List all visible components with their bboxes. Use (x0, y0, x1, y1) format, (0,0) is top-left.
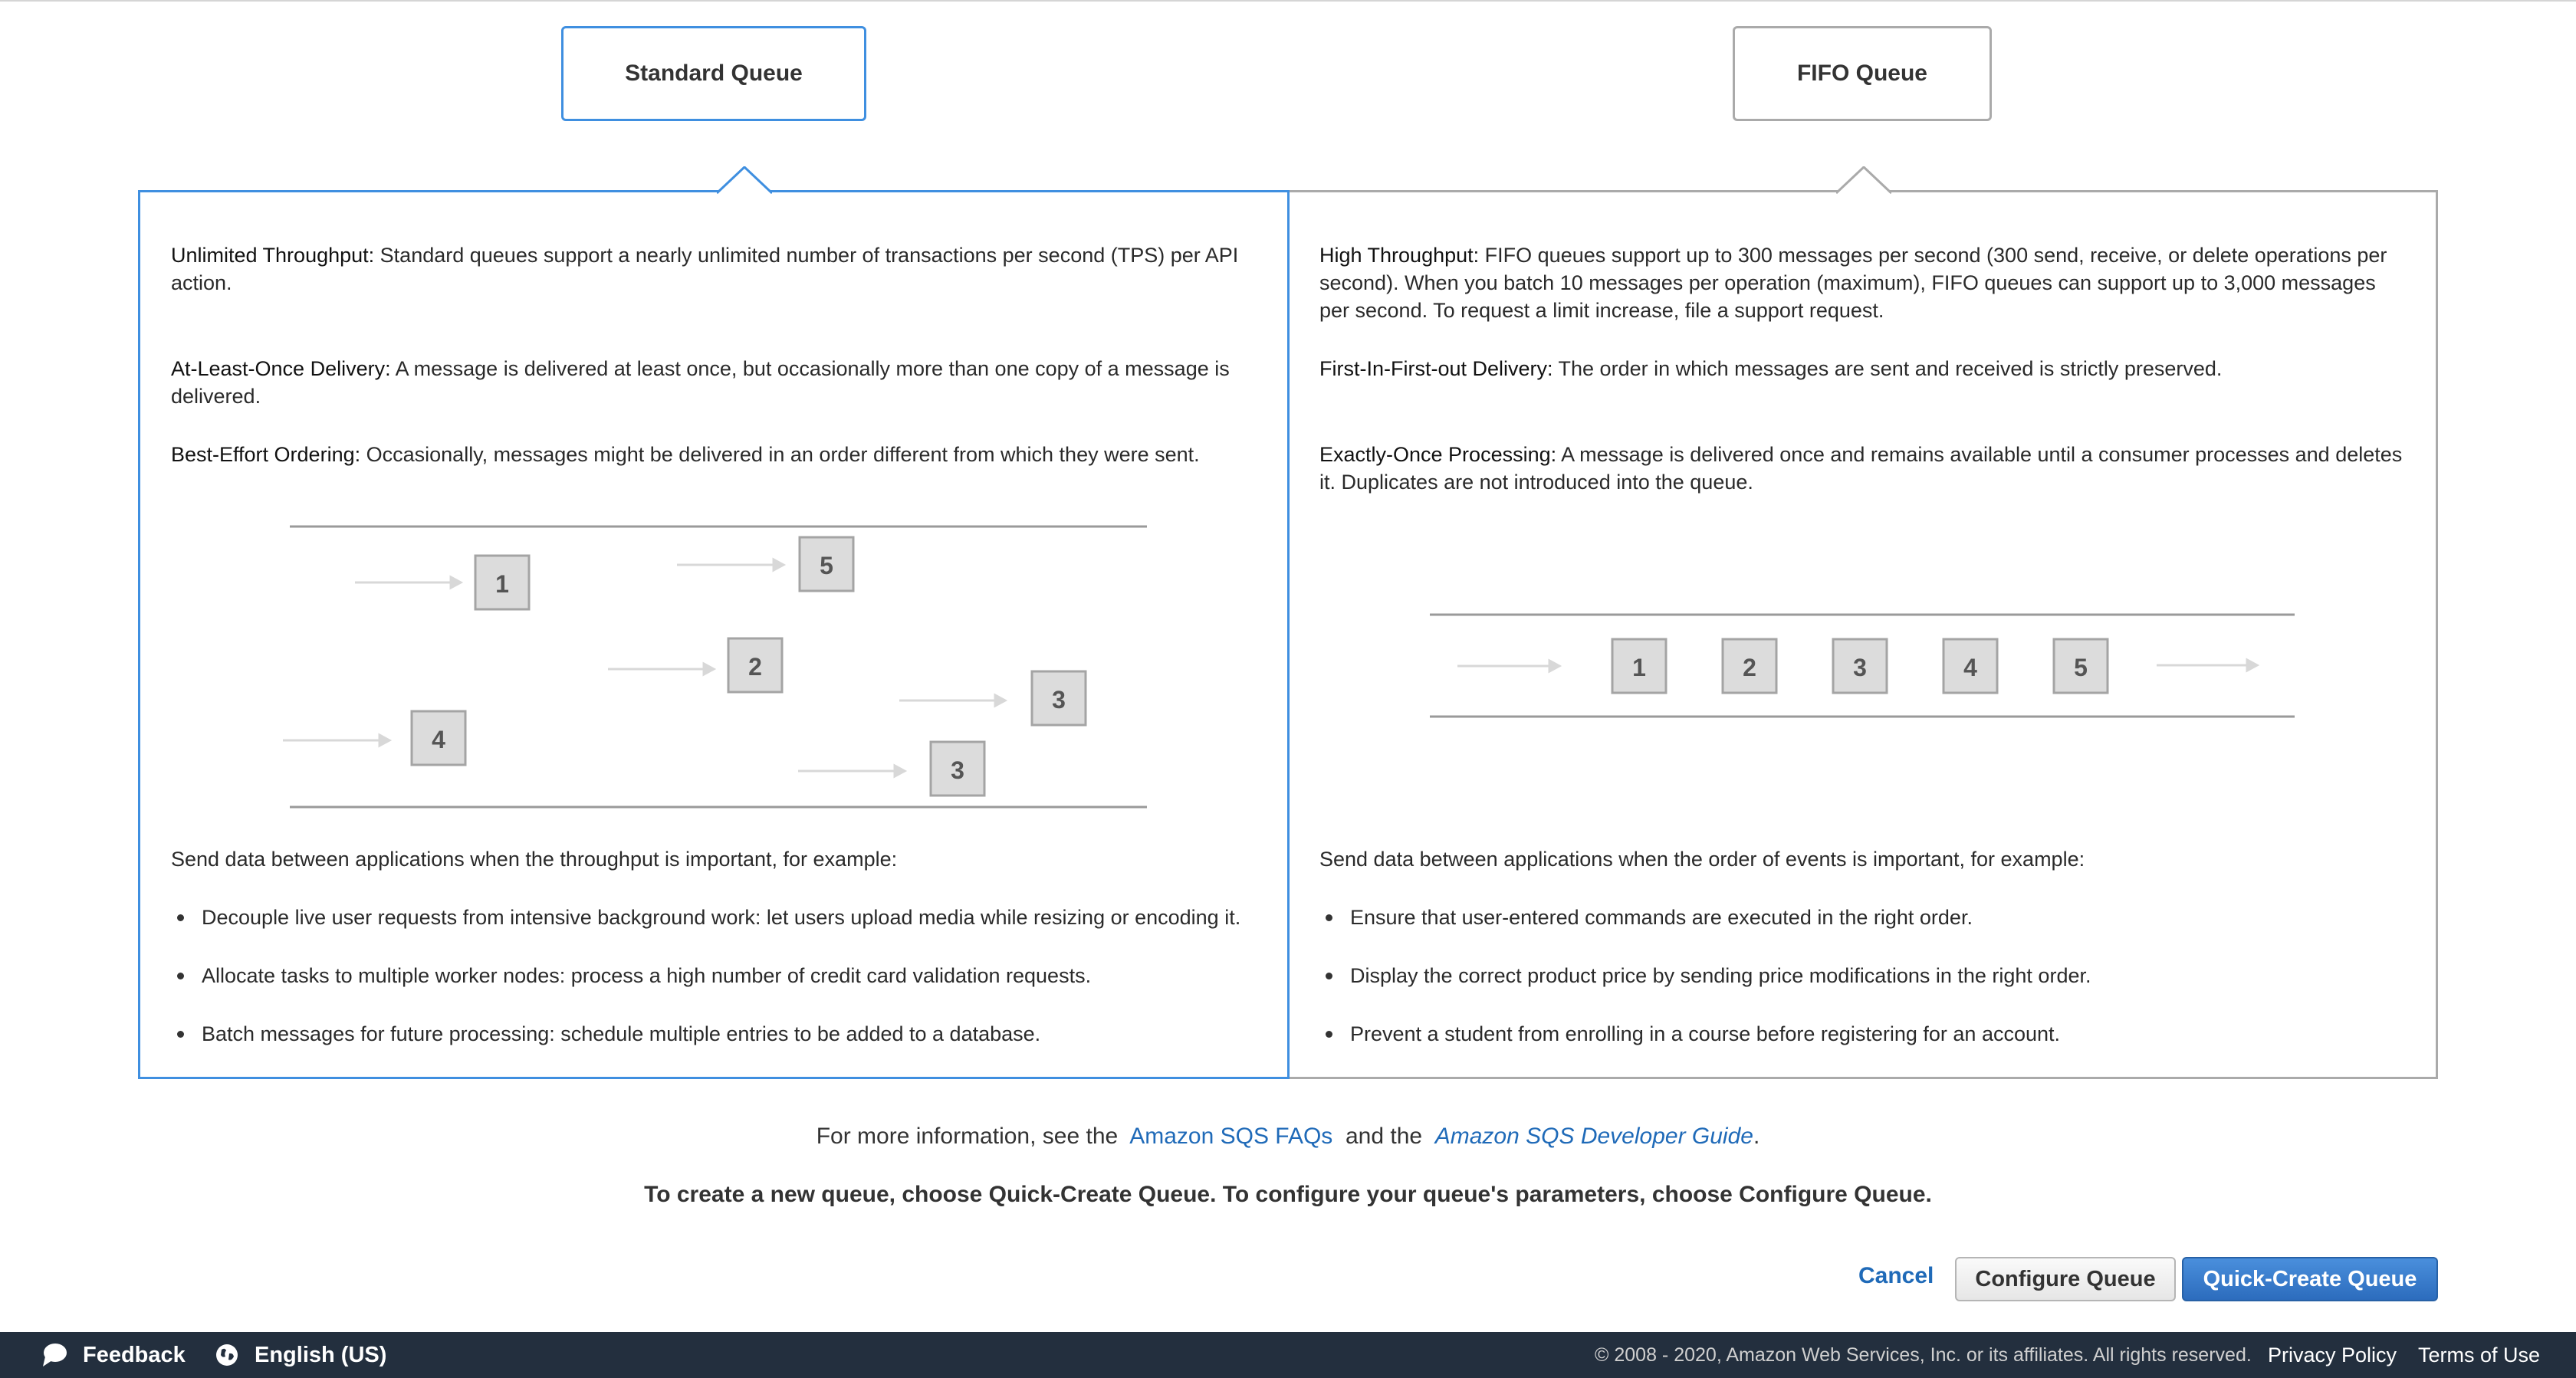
fifo-queue-panel (1286, 190, 2438, 1079)
cancel-button[interactable]: Cancel (1858, 1263, 1934, 1288)
sqs-developer-guide-link[interactable]: Amazon SQS Developer Guide (1434, 1124, 1753, 1149)
message-box (728, 638, 782, 692)
list-item: Ensure that user-entered commands are executed in the right order. (1319, 904, 2405, 962)
message-label: 2 (1743, 654, 1756, 681)
info-middle: and the (1345, 1124, 1423, 1149)
info-prefix: For more information, see the (816, 1124, 1119, 1149)
feature-text: A message is delivered at least once, but occasionally more than one copy of a message is delivered. (171, 357, 1230, 408)
message-box (1612, 639, 1666, 693)
message-box (800, 537, 853, 591)
standard-use-case-list (171, 904, 1257, 1078)
console-footer (0, 1332, 2576, 1378)
feature-title: Best-Effort Ordering: (171, 443, 361, 466)
info-suffix: . (1753, 1124, 1760, 1149)
message-box (2054, 639, 2108, 693)
feedback-label: Feedback (83, 1342, 186, 1367)
standard-queue-panel (138, 190, 1290, 1079)
list-item: Prevent a student from enrolling in a course before registering for an account. (1319, 1020, 2405, 1078)
message-label: 1 (495, 570, 509, 598)
list-item: Display the correct product price by sending price modifications in the right order. (1319, 962, 2405, 1020)
message-label: 4 (1963, 654, 1977, 681)
more-info-line (0, 1124, 2576, 1150)
feature-text: Occasionally, messages might be delivered in an order different from which they were sent. (366, 443, 1200, 466)
selected-tab-pointer (717, 166, 772, 195)
standard-use-case-intro: Send data between applications when the throughput is important, for example: (171, 848, 898, 871)
arrow-icon (899, 695, 1005, 706)
message-label: 3 (1052, 686, 1066, 714)
fifo-use-case-intro: Send data between applications when the order of events is important, for example: (1319, 848, 2085, 871)
message-box (1944, 639, 1997, 693)
speech-bubble-icon (41, 1343, 67, 1367)
configure-queue-button[interactable]: Configure Queue (1955, 1257, 2176, 1301)
arrow-icon (798, 766, 905, 776)
feature-text: Standard queues support a nearly unlimited number of transactions per second (TPS) per API action. (171, 244, 1239, 294)
message-label: 5 (2074, 654, 2088, 681)
feature-title: At-Least-Once Delivery: (171, 357, 391, 380)
feature-text: The order in which messages are sent and received is strictly preserved. (1558, 357, 2223, 380)
arrow-icon (677, 559, 784, 570)
quick-create-queue-button[interactable]: Quick-Create Queue (2182, 1257, 2438, 1301)
tab-fifo-queue[interactable]: FIFO Queue (1733, 26, 1992, 121)
arrow-icon (608, 664, 714, 674)
create-queue-instruction: To create a new queue, choose Quick-Create Queue. To configure your queue's parameters, choose Configure Queue. (644, 1182, 1932, 1207)
language-selector[interactable] (215, 1332, 386, 1378)
arrow-icon (355, 577, 461, 588)
message-box (1723, 639, 1776, 693)
arrow-icon (1457, 661, 1559, 671)
message-box (931, 742, 984, 796)
message-label: 3 (951, 756, 964, 784)
feature-title: Exactly-Once Processing: (1319, 443, 1557, 466)
message-label: 5 (820, 552, 833, 579)
feature-title: High Throughput: (1319, 244, 1480, 267)
arrow-icon (283, 735, 389, 746)
tab-standard-queue[interactable]: Standard Queue (561, 26, 866, 121)
message-label: 4 (432, 726, 445, 753)
privacy-policy-link[interactable]: Privacy Policy (2268, 1343, 2397, 1367)
message-box (412, 711, 465, 765)
message-label: 3 (1853, 654, 1867, 681)
language-label: English (US) (255, 1342, 387, 1367)
terms-of-use-link[interactable]: Terms of Use (2418, 1343, 2541, 1367)
message-label: 2 (748, 653, 762, 681)
tab-pointer (1836, 166, 1891, 195)
feature-title: Unlimited Throughput: (171, 244, 375, 267)
message-label: 1 (1632, 654, 1646, 681)
sqs-faqs-link[interactable]: Amazon SQS FAQs (1129, 1124, 1333, 1149)
message-box (1833, 639, 1887, 693)
list-item: Allocate tasks to multiple worker nodes: process a high number of credit card validation requests. (171, 962, 1257, 1020)
feedback-button[interactable] (41, 1332, 186, 1378)
feature-title: First-In-First-out Delivery: (1319, 357, 1553, 380)
top-divider (0, 0, 2576, 2)
globe-icon (215, 1343, 239, 1367)
feature-text: A message is delivered once and remains available until a consumer processes and deletes it. Duplicates are not introduced into the queue. (1319, 443, 2403, 494)
feature-text: FIFO queues support up to 300 messages per second (300 send, receive, or delete operations per second). When you batch 10 messages per operation (maximum), FIFO queues can support up to 3,000 messages per second. To request a limit increase, file a support request. (1319, 244, 2387, 322)
list-item: Batch messages for future processing: schedule multiple entries to be added to a database. (171, 1020, 1257, 1078)
arrow-icon (2157, 660, 2257, 671)
copyright-text: © 2008 - 2020, Amazon Web Services, Inc. or its affiliates. All rights reserved. (1595, 1344, 2252, 1366)
fifo-use-case-list (1319, 904, 2405, 1078)
message-box (475, 556, 529, 609)
list-item: Decouple live user requests from intensive background work: let users upload media while resizing or encoding it. (171, 904, 1257, 962)
message-box (1032, 671, 1086, 725)
